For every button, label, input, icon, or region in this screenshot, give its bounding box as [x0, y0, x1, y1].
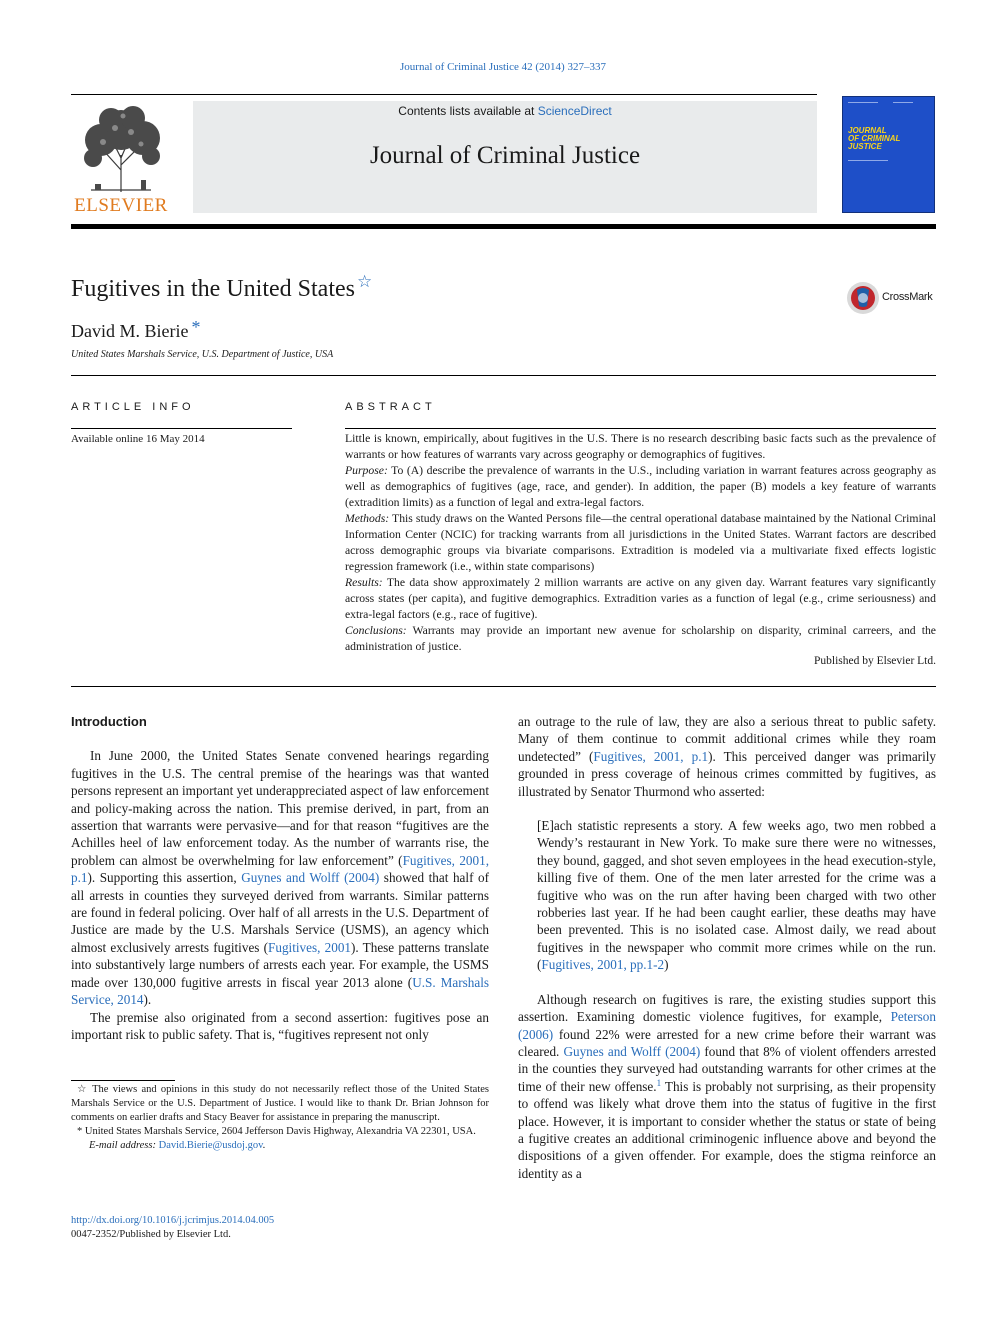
header-thick-rule	[71, 224, 936, 229]
footnote-ref[interactable]: 1	[656, 1077, 662, 1088]
citation-link[interactable]: U.S. Marshals Service, 2014	[71, 974, 489, 1008]
abstract-body	[345, 431, 936, 655]
body-paragraph: The premise also originated from a second assertion: fugitives pose an important risk to public safety. That is, “fugitives represent not only	[71, 1009, 489, 1042]
introduction-heading: Introduction	[71, 714, 147, 729]
footnote-rule	[71, 1080, 175, 1081]
journal-cover-image	[842, 96, 935, 213]
crossmark-label[interactable]: CrossMark	[882, 291, 933, 303]
contents-prefix: Contents lists available at	[398, 104, 538, 118]
text-run: found that 8% of violent offenders arrested in the counties they surveyed had outstanding warrants for other crimes at the time of their new offense.	[518, 1043, 936, 1094]
email-label: E-mail address:	[89, 1140, 156, 1151]
abstract-rule-bottom	[71, 686, 936, 687]
footnote-author	[71, 1125, 489, 1139]
published-by: Published by Elsevier Ltd.	[813, 655, 936, 667]
cover-line	[848, 160, 888, 161]
email-link[interactable]: David.Bierie@usdoj.gov	[158, 1140, 263, 1151]
abstract-intro: Little is known, empirically, about fugitives in the U.S. There is no research describing basic facts such as the prevalence of warrants or how features of warrants vary across geography or demographics of fugitives.	[345, 432, 936, 461]
abstract-conclusions	[345, 623, 936, 655]
text-run: ). Supporting this assertion,	[87, 870, 242, 886]
title-rule	[71, 375, 936, 376]
citation-link[interactable]: Guynes and Wolff (2004)	[241, 870, 380, 886]
article-title-text: Fugitives in the United States	[71, 276, 355, 302]
text-run: This is probably not surprising, as their propensity to offend was likely what drove them into the status of fugitive in the first place. However, it is important to consider whether the status or state of being a fugitive creates an additional criminogenic influence above and beyond the dispositions of a given offender. For example, does the stigma reinforce an identity as a	[518, 1078, 936, 1181]
sciencedirect-link[interactable]: ScienceDirect	[537, 104, 612, 118]
abstract-conclusions-label: Conclusions:	[345, 624, 407, 637]
journal-reference-link[interactable]: Journal of Criminal Justice 42 (2014) 327–337	[400, 61, 606, 73]
text-run: found 22% were arrested for a new crime before their warrant was cleared.	[518, 1026, 936, 1059]
body-paragraph	[71, 747, 489, 1008]
text-run: In June 2000, the United States Senate convened hearings regarding fugitives in the U.S. The central premise of the hearings was that wanted persons represent an important yet underappreciated aspect of law enforcement and policy-making across the nation. This premise derived, in part, from an assertion that warrants were pervasive—and for that reason “fugitives are the Achilles heel of law enforcement today. As the number of warrants rise, the problem can almost be overwhelming for law enforcement” (	[71, 748, 489, 868]
footnotes	[71, 1083, 489, 1153]
journal-title: Journal of Criminal Justice	[369, 142, 641, 169]
issn-line: 0047-2352/Published by Elsevier Ltd.	[71, 1229, 231, 1240]
cover-line	[893, 102, 913, 103]
text-run: ).	[143, 992, 152, 1008]
citation-link[interactable]: Fugitives, 2001	[268, 939, 352, 955]
article-info-rule	[71, 428, 292, 429]
article-title	[71, 272, 372, 303]
abstract-purpose	[345, 463, 936, 511]
author-name: David M. Bierie	[71, 321, 189, 341]
block-quote	[537, 817, 936, 974]
text-run: )	[664, 957, 669, 973]
available-online-date: Available online 16 May 2014	[71, 433, 205, 445]
footnote-text: United States Marshals Service, 2604 Jefferson Davis Highway, Alexandria VA 22301, USA.	[82, 1126, 476, 1137]
citation-link[interactable]: Fugitives, 2001, p.1	[593, 748, 709, 764]
author-affiliation: United States Marshals Service, U.S. Department of Justice, USA	[71, 349, 334, 360]
body-column-right	[518, 713, 936, 1182]
footnote-star	[71, 1083, 489, 1125]
text-run: .	[262, 1140, 266, 1151]
footnote-mark: ☆	[77, 1084, 89, 1095]
abstract-results-label: Results:	[345, 576, 383, 589]
body-paragraph	[518, 991, 936, 1182]
body-column-left	[71, 713, 489, 1043]
citation-link[interactable]: Guynes and Wolff (2004)	[563, 1043, 701, 1059]
author-line	[71, 317, 200, 342]
cover-line	[848, 102, 878, 103]
abstract-results	[345, 575, 936, 623]
abstract-rule	[345, 428, 936, 429]
abstract-methods	[345, 511, 936, 575]
text-run: an outrage to the rule of law, they are also a serious threat to public safety. Many of them continue to commit additional crimes while they roam undetected” (	[518, 714, 936, 764]
citation-link[interactable]: Peterson (2006)	[518, 1009, 936, 1042]
article-info-heading: ARTICLE INFO	[71, 401, 195, 413]
abstract-heading: ABSTRACT	[345, 401, 436, 413]
contents-line	[193, 104, 817, 118]
header-rule	[71, 94, 817, 95]
abstract-methods-text: This study draws on the Wanted Persons file—the central operational database maintained by the National Criminal Information Center (NCIC) for tracking warrants from all jurisdictions in the United States. Warrant factors are described across demographic groups via bivariate comparisons. Extradition is modeled via a multivariate fixed effects logistic regression framework (i.e., within state comparisons)	[345, 512, 936, 573]
doi-link[interactable]: http://dx.doi.org/10.1016/j.jcrimjus.2014.04.005	[71, 1215, 275, 1226]
abstract-purpose-label: Purpose:	[345, 464, 388, 477]
text-run: Although research on fugitives is rare, the existing studies support this assertion. Examining domestic violence fugitives, for example,	[518, 991, 936, 1025]
abstract-results-text: The data show approximately 2 million warrants are active on any given day. Warrant features vary significantly across states (per capita), and fugitive demographics. Extradition varies as a function of legal (e.g., crime seriousness) and extra-legal factors (e.g., race of fugitive).	[345, 576, 936, 621]
footnote-email	[71, 1139, 489, 1153]
publisher-name: ELSEVIER	[74, 195, 168, 216]
author-footnote-mark[interactable]: *	[191, 317, 201, 337]
citation-link[interactable]: Fugitives, 2001, pp.1-2	[541, 957, 665, 973]
citation-link[interactable]: Fugitives, 2001, p.1	[71, 852, 489, 886]
abstract-methods-label: Methods:	[345, 512, 390, 525]
cover-title: JOURNAL OF CRIMINAL JUSTICE	[848, 126, 901, 151]
title-footnote-mark[interactable]: ☆	[356, 272, 373, 291]
body-paragraph	[518, 713, 936, 800]
footnote-text: The views and opinions in this study do not necessarily reflect those of the United States Marshals Service or the U.S. Department of Justice. I would like to thank Dr. Brian Johnson for comments on earlier drafts and Stacy Beaver for assistance in preparing the manuscript.	[71, 1084, 489, 1123]
text-run: [E]ach statistic represents a story. A few weeks ago, two men robbed a Wendy’s restaurant in New York. To make sure there were no witnesses, they bound, gagged, and shot seven employees in the head execution-style, killing five of them. One of the men later arrested for the crime was a fugitive who was on the run after having been charged with two other robberies last year. If he had been caught earlier, these deaths may have been prevented. This is no isolated case. Almost daily, we read about fugitives in the newspaper who commit more crimes while on the run. (	[537, 818, 936, 973]
text-run: showed that half of all arrests in counties they surveyed derived from warrants. Similar patterns are found in federal policing. Over half of all arrests in the U.S. Department of Justice are made by the U.S. Marshals Service (USMS), an agency which almost exclusively arrests fugitives (	[71, 870, 489, 955]
abstract-purpose-text: To (A) describe the prevalence of warrants in the U.S., including variation in warrant features across geography as well as demographics of fugitives (age, race, and gender). In addition, the paper (B) models a key feature of warrants (extradition limits) as a function of legal and extra-legal factors.	[345, 464, 936, 509]
abstract-conclusions-text: Warrants may provide an important new avenue for scholarship on disparity, criminal carreers, and the administration of justice.	[345, 624, 936, 653]
text-run: ). This perceived danger was primarily grounded in press coverage of heinous crimes committed by fugitives, as illustrated by Senator Thurmond who asserted:	[518, 748, 936, 799]
footnote-mark: *	[77, 1126, 83, 1137]
text-run: ). These patterns translate into substantively large numbers of arrests each year. For example, the USMS made over 130,000 fugitive arrests in fiscal year 2013 alone (	[71, 939, 490, 990]
